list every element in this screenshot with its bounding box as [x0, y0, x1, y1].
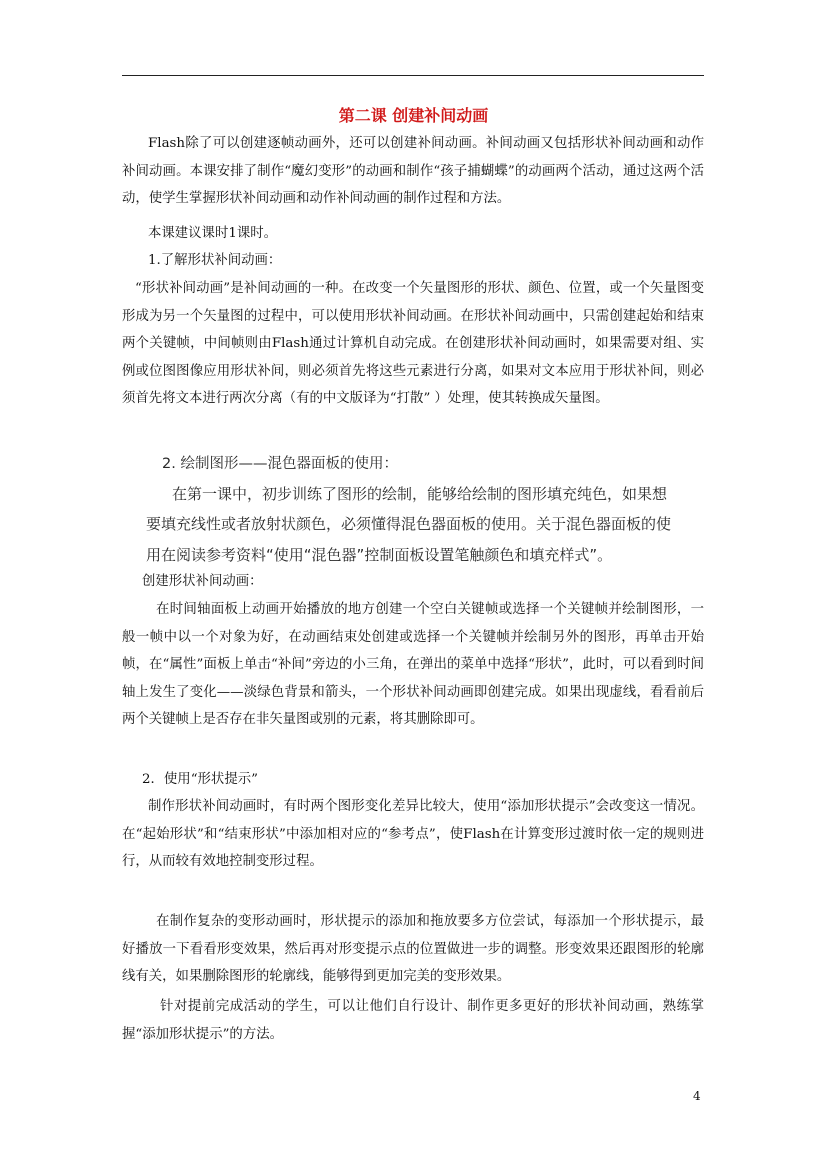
section-2-body: 在时间轴面板上动画开始播放的地方创建一个空白关键帧或选择一个关键帧并绘制图形，一般一帧中以一个对象为好，在动画结束处创建或选择一个关键帧并绘制另外的图形，再单击开始帧，在“属性”面板上单击“补间”旁边的小三角，在弹出的菜单中选择“形状”，此时，可以看到时间轴上发生了变化——淡绿色背景和箭头，一个形状补间动画即创建完成。如果出现虚线，看看前后两个关键帧上是否存在非矢量图或别的元素，将其删除即可。: [122, 602, 704, 727]
section-3-body-3: 针对提前完成活动的学生，可以让他们自行设计、制作更多更好的形状补间动画，熟练掌握“添加形状提示”的方法。: [122, 999, 704, 1042]
page-number: 4: [693, 1089, 701, 1103]
embedded-text-image: [120, 450, 705, 572]
section-3-body: 制作形状补间动画时，有时两个图形变化差异比较大，使用“添加形状提示”会改变这一情况。在“起始形状”和“结束形状”中添加相对应的“参考点”，使Flash在计算变形过渡时依一定的规则进行，从而较有效地控制变形过程。: [122, 799, 704, 869]
lesson-hours: 本课建议课时1课时。: [148, 226, 278, 241]
intro-paragraph: Flash除了可以创建逐帧动画外，还可以创建补间动画。补间动画又包括形状补间动画和动作补间动画。本课安排了制作“魔幻变形”的动画和制作“孩子捕蝴蝶”的动画两个活动，通过这两个活动，使学生掌握形状补间动画和动作补间动画的制作过程和方法。: [122, 136, 704, 206]
image-line-3: 用在阅读参考资料“使用“混色器”控制面板设置笔触颜色和填充样式”。: [146, 546, 613, 564]
image-line-1: 在第一课中，初步训练了图形的绘制，能够给绘制的图形填充纯色，如果想: [172, 485, 668, 503]
image-line-2: 要填充线性或者放射状颜色，必须懂得混色器面板的使用。关于混色器面板的使: [146, 515, 672, 533]
section-2-heading: 创建形状补间动画：: [142, 574, 263, 589]
page-title: 第二课 创建补间动画: [338, 106, 489, 125]
section-3-body-2: 在制作复杂的变形动画时，形状提示的添加和拖放要多方位尝试，每添加一个形状提示，最好播放一下看看形变效果，然后再对形变提示点的位置做进一步的调整。形变效果还跟图形的轮廓线有关，如果删除图形的轮廓线，能够得到更加完美的变形效果。: [122, 914, 704, 984]
header-rule: [122, 75, 704, 76]
section-1-heading: 1.了解形状补间动画：: [148, 253, 282, 268]
image-heading: 2. 绘制图形——混色器面板的使用：: [162, 456, 398, 472]
section-1-body: “形状补间动画”是补间动画的一种。在改变一个矢量图形的形状、颜色、位置，或一个矢量图变形成为另一个矢量图的过程中，可以使用形状补间动画。在形状补间动画中，只需创建起始和结束两个关键帧，中间帧则由Flash通过计算机自动完成。在创建形状补间动画时，如果需要对组、实例或位图图像应用形状补间，则必须首先将这些元素进行分离，如果对文本应用于形状补间，则必须首先将文本进行两次分离（有的中文版译为“打散” ）处理，使其转换成矢量图。: [122, 281, 704, 406]
section-3-heading: 2．使用“形状提示”: [142, 772, 258, 787]
